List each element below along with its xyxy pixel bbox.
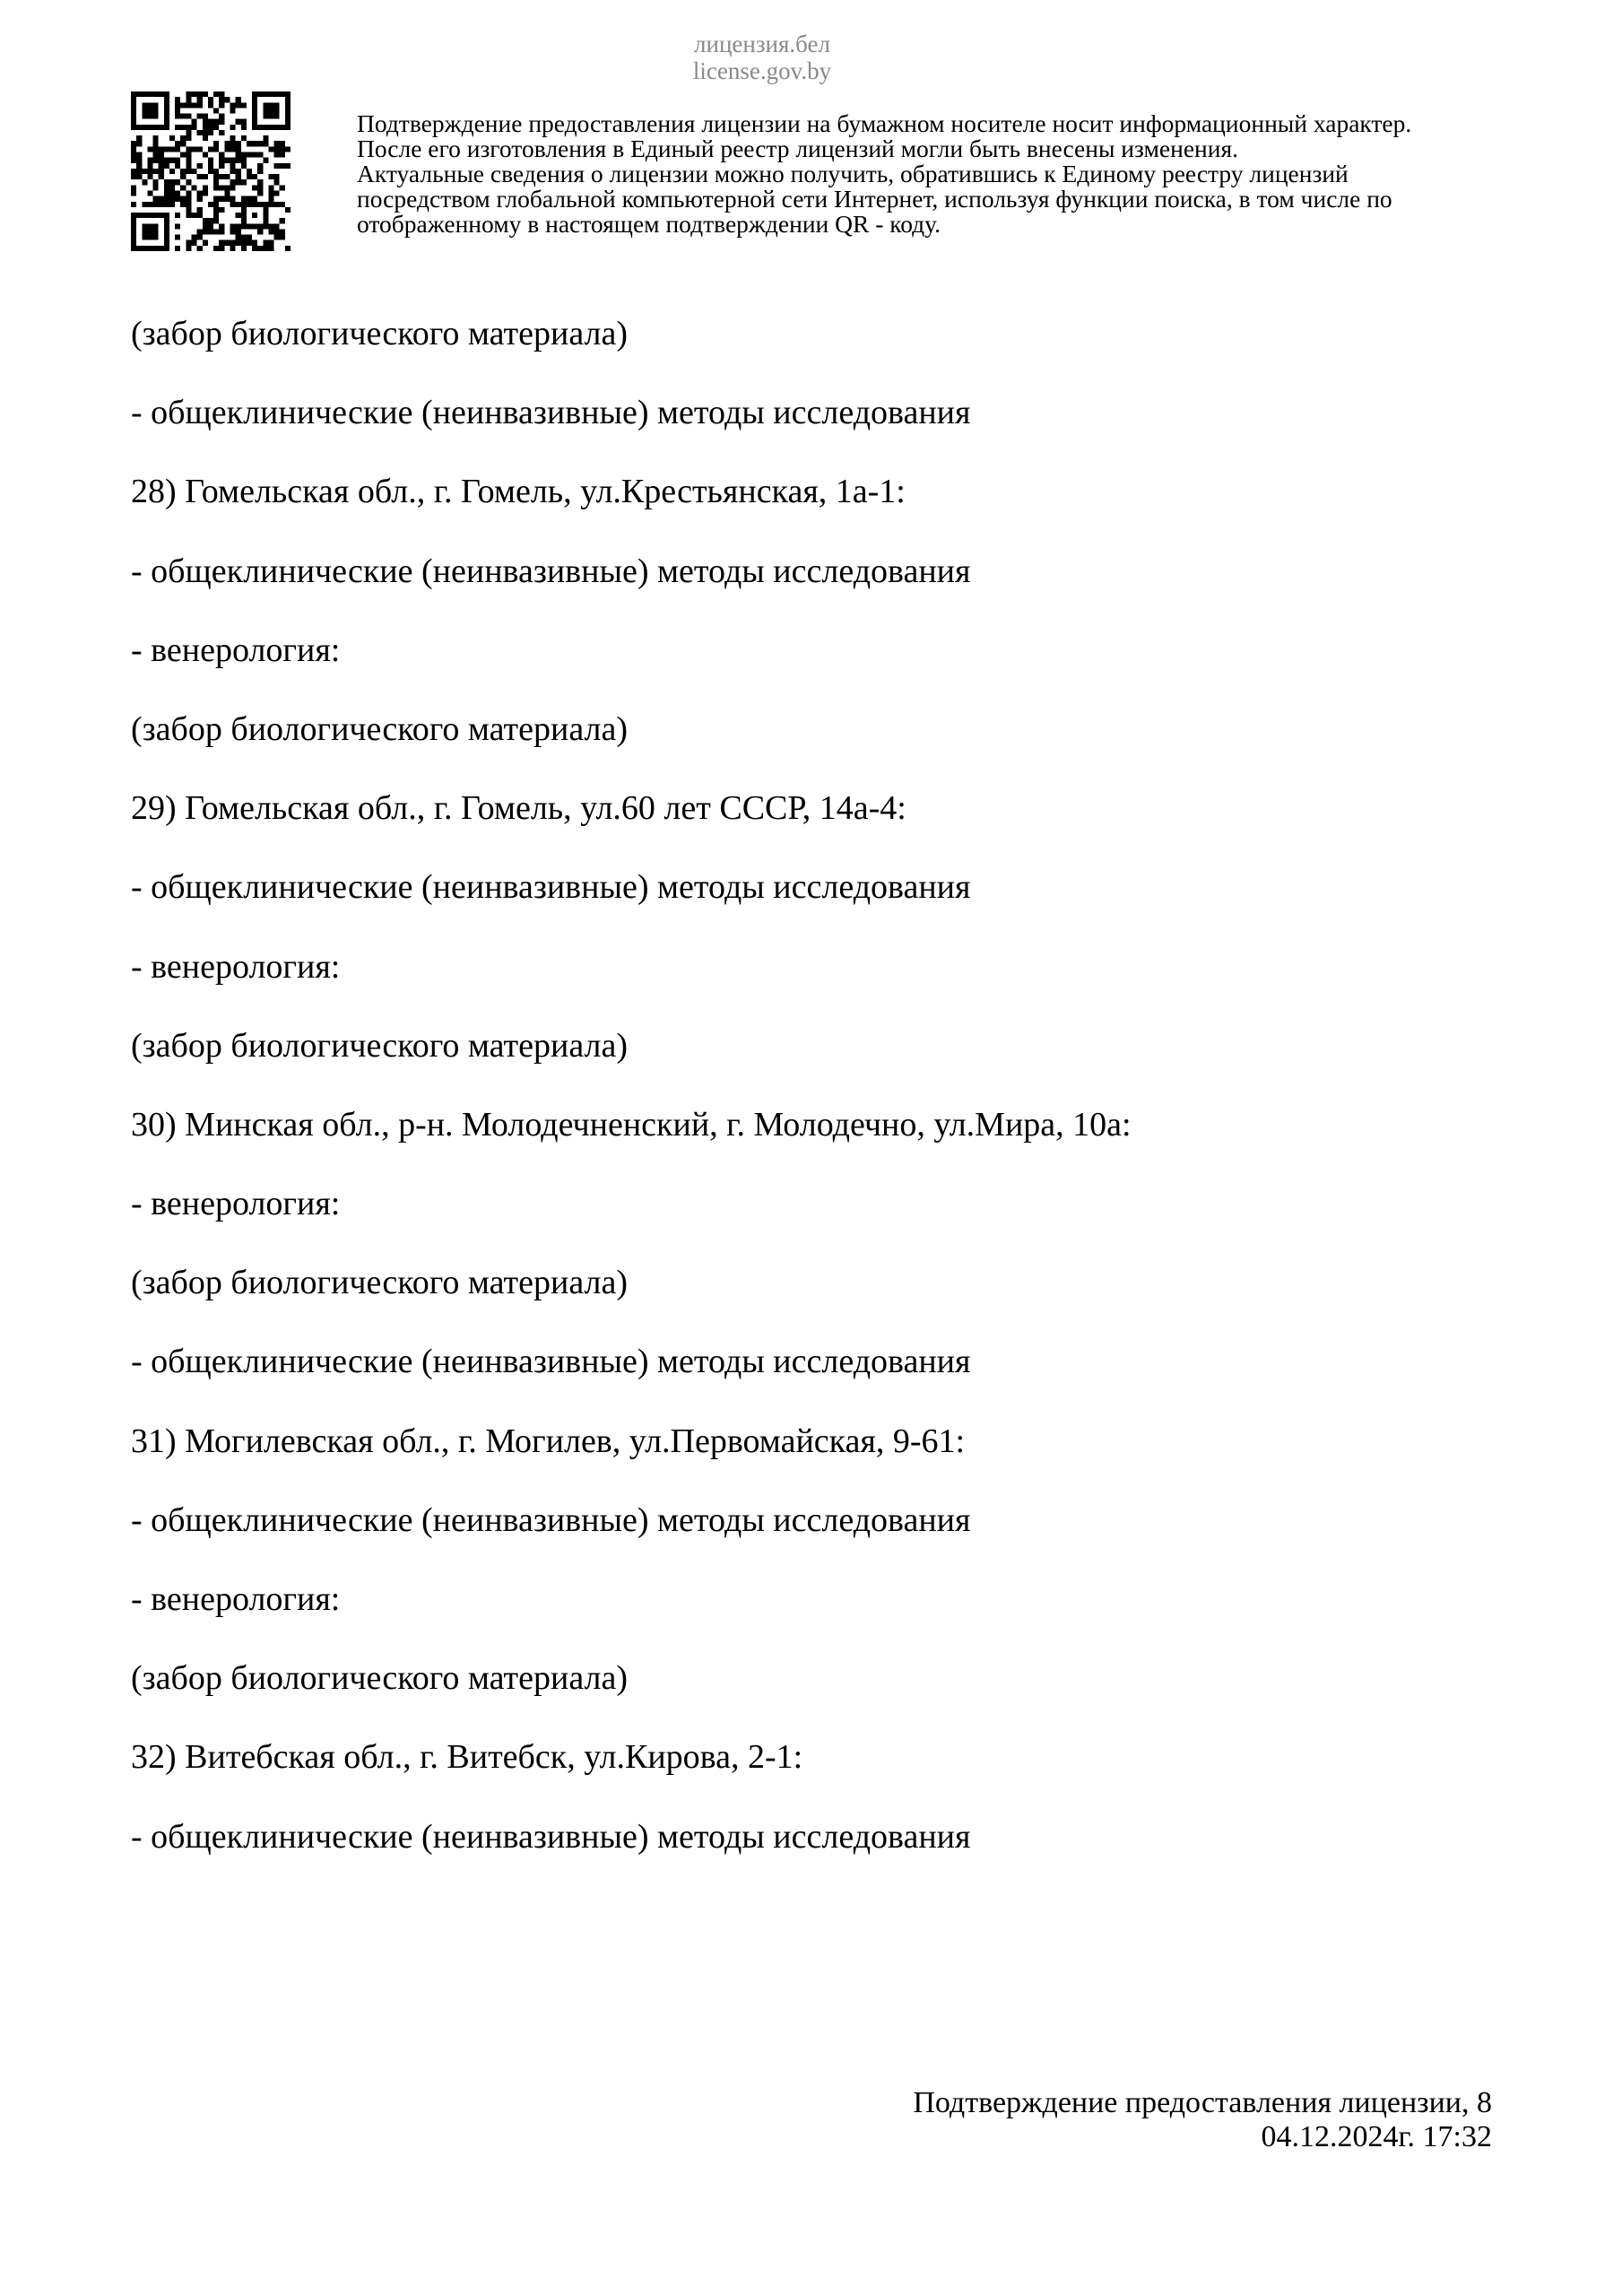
content-line: - общеклинические (неинвазивные) методы исследования — [131, 394, 971, 432]
notice-line: отображенному в настоящем подтверждении QR - коду. — [357, 210, 941, 238]
content-line: (забор биологического материала) — [131, 1026, 629, 1065]
content-line: - общеклинические (неинвазивные) методы исследования — [131, 1500, 971, 1539]
license-content — [131, 294, 1521, 1876]
address-heading-29: 29) Гомельская обл., г. Гомель, ул.60 лет СССР, 14а-4: — [131, 789, 906, 828]
site-links — [0, 30, 1524, 84]
qr-code-icon — [131, 91, 291, 251]
content-line: - венерология: — [131, 631, 341, 669]
footer-datetime: 04.12.2024г. 17:32 — [1261, 2120, 1492, 2153]
content-line: (забор биологического материала) — [131, 1659, 629, 1698]
site-link-cyrillic[interactable]: лицензия.бел — [694, 30, 830, 57]
content-line: - общеклинические (неинвазивные) методы исследования — [131, 1817, 971, 1856]
notice-line: Актуальные сведения о лицензии можно получить, обратившись к Единому реестру лицензий — [357, 160, 1349, 187]
footer-page-label: Подтверждение предоставления лицензии, 8 — [913, 2086, 1492, 2119]
content-line: (забор биологического материала) — [131, 1264, 629, 1302]
content-line: (забор биологического материала) — [131, 315, 629, 352]
address-heading-32: 32) Витебская обл., г. Витебск, ул.Кирова, 2-1: — [131, 1738, 803, 1777]
notice-line: Подтверждение предоставления лицензии на бумажном носителе носит информационный характер. — [357, 109, 1412, 137]
content-line: - общеклинические (неинвазивные) методы исследования — [131, 1343, 971, 1381]
content-line: - общеклинические (неинвазивные) методы исследования — [131, 552, 971, 590]
content-line: - венерология: — [131, 1185, 341, 1223]
content-line: (забор биологического материала) — [131, 709, 629, 748]
notice-line: посредством глобальной компьютерной сети Интернет, используя функции поиска, в том числе по — [357, 185, 1392, 213]
notice-line: После его изготовления в Единый реестр лицензий могли быть внесены изменения. — [357, 135, 1238, 162]
page-footer — [913, 2086, 1492, 2154]
address-heading-31: 31) Могилевская обл., г. Могилев, ул.Первомайская, 9-61: — [131, 1422, 966, 1460]
content-line: - венерология: — [131, 947, 341, 986]
site-link-latin[interactable]: license.gov.by — [692, 57, 832, 84]
address-heading-28: 28) Гомельская обл., г. Гомель, ул.Крестьянская, 1а-1: — [131, 473, 906, 511]
content-line: - общеклинические (неинвазивные) методы исследования — [131, 868, 971, 907]
license-notice — [357, 111, 1576, 237]
content-line: - венерология: — [131, 1580, 341, 1618]
address-heading-30: 30) Минская обл., р-н. Молодечненский, г. Молодечно, ул.Мира, 10а: — [131, 1105, 1132, 1144]
